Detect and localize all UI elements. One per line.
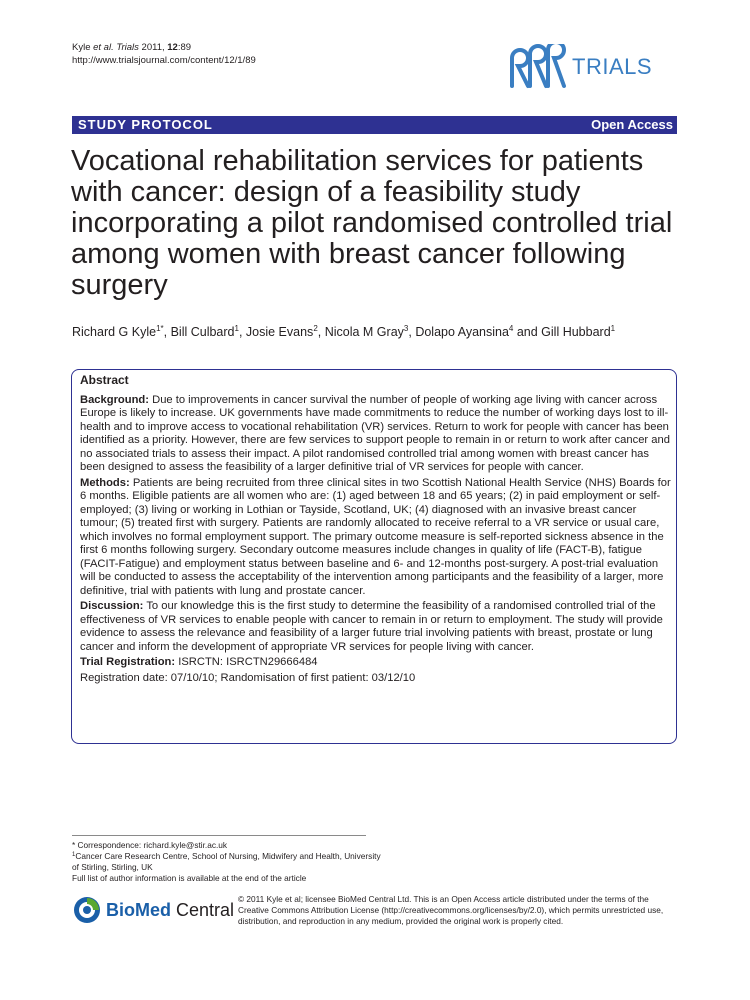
author xyxy=(171,325,246,339)
author-separator: , xyxy=(317,325,325,339)
abstract-background xyxy=(80,394,672,475)
article-type: STUDY PROTOCOL xyxy=(78,117,213,132)
license-statement: © 2011 Kyle et al; licensee BioMed Central Ltd. This is an Open Access article distributed under the terms of the Creative Commons Attribution License (http://creativecommons.org/licenses/by/2.0), which permits unrestricted use, distribution, and reproduction in any medium, provided the original work is properly cited. xyxy=(238,894,664,926)
author xyxy=(325,325,416,339)
methods-label: Methods: xyxy=(80,476,130,489)
author-list xyxy=(72,324,682,340)
author-name: Nicola M Gray xyxy=(324,325,404,339)
author-name: Josie Evans xyxy=(245,325,314,339)
citation-authors: Kyle xyxy=(72,42,94,53)
registration-text: ISRCTN: ISRCTN29666484 xyxy=(175,656,318,668)
author-affiliation-sup: 1 xyxy=(610,324,616,333)
trials-logo-icon xyxy=(506,44,570,90)
author-separator: , xyxy=(408,325,416,339)
discussion-text: To our knowledge this is the first study to determine the feasibility of a randomised controlled trial of the effectiveness of VR services to enable people with cancer to remain in or return to employment. The study will provide evidence to assess the relevance and feasibility of a larger future trial involving patients with breast, prostate or lung cancer and inform the development of appropriate VR services for people living with cancer. xyxy=(80,600,663,653)
trials-logo xyxy=(506,44,676,90)
author-name: Dolapo Ayansina xyxy=(415,325,509,339)
open-access-label: Open Access xyxy=(591,117,673,132)
biomed-central-logo xyxy=(72,894,235,926)
citation-year: 2011, xyxy=(138,42,168,53)
author xyxy=(246,325,325,339)
biomed-central-wordmark xyxy=(106,900,234,921)
registration-label: Trial Registration: xyxy=(80,656,176,668)
methods-text: Patients are being recruited from three clinical sites in two Scottish National Health Service (NHS) Boards for 6 months. Eligible patients are all women who are: (1) aged between 18 and 65 years; (2) in paid employment or self-employed; (3) living or working in Lothian or Tayside, Scotland, UK; (4) diagnosed with an invasive breast cancer tumour; (5) treated first with surgery. Patients are randomly allocated to receive referral to a VR service or usual care, which involves no formal employment support. The primary outcome measure is self-reported sickness absence in the first 6 months following surgery. Secondary outcome measures include changes in quality of life (FACT-B), fatigue (FACIT-Fatigue) and employment status between baseline and 6- and 12-months post-surgery. A post-trial evaluation will be conducted to assess the acceptability of the intervention among participants and the feasibility of a larger, more definitive, trial with patients with lung and prostate cancer. xyxy=(80,476,671,597)
background-text: Due to improvements in cancer survival the number of people of working age living with cancer across Europe is likely to increase. UK governments have made commitments to reduce the number of working days lost to ill-health and to improve access to vocational rehabilitation (VR) services. Return to work for people with cancer has been identified as a priority. However, there are few services to support people to remain in or return to work after cancer and no associated trials to assess their impact. A pilot randomised controlled trial among women with breast cancer has been designed to assess the feasibility of a larger definitive trial of VR services for people with cancer. xyxy=(80,393,670,473)
footnote-divider xyxy=(72,835,366,836)
author xyxy=(72,325,171,339)
author-affiliation-sup: 3 xyxy=(403,324,409,333)
citation-url[interactable]: http://www.trialsjournal.com/content/12/1/89 xyxy=(72,55,256,66)
author-affiliation-sup: 1* xyxy=(156,324,164,333)
author xyxy=(415,325,541,339)
wordmark-bio: Bio xyxy=(106,900,135,920)
footnotes xyxy=(72,840,382,884)
affiliation-text: Cancer Care Research Centre, School of Nursing, Midwifery and Health, University of Stirling, Stirling, UK xyxy=(72,851,381,872)
abstract-methods xyxy=(80,477,672,599)
author xyxy=(541,325,615,339)
citation-volume: 12 xyxy=(167,42,178,53)
article-type-banner xyxy=(72,116,677,134)
author-separator: , xyxy=(163,325,171,339)
background-label: Background: xyxy=(80,393,149,406)
abstract-registration-dates: Registration date: 07/10/10; Randomisation of first patient: 03/12/10 xyxy=(80,671,416,684)
author-name: Bill Culbard xyxy=(170,325,235,339)
citation-line xyxy=(72,41,256,54)
citation-article: :89 xyxy=(177,42,192,53)
author-affiliation-sup: 1 xyxy=(234,324,239,333)
trials-logo-text: TRIALS xyxy=(572,54,653,79)
author-affiliation-sup: 2 xyxy=(313,324,318,333)
author-affiliation-sup: 4 xyxy=(508,324,514,333)
citation-journal: Trials xyxy=(116,42,139,53)
discussion-label: Discussion: xyxy=(80,600,144,612)
article-title: Vocational rehabilitation services for patients with cancer: design of a feasibility study incorporating a pilot randomised controlled trial among women with breast cancer following surgery xyxy=(71,145,673,301)
abstract-box xyxy=(71,369,677,744)
author-name: Richard G Kyle xyxy=(72,325,157,339)
citation-etal: et al. xyxy=(93,42,114,53)
biomed-central-logo-icon xyxy=(72,895,102,925)
abstract-heading: Abstract xyxy=(80,373,129,387)
wordmark-central: Central xyxy=(171,900,235,920)
correspondence-note: * Correspondence: richard.kyle@stir.ac.uk xyxy=(72,840,228,850)
author-separator: and xyxy=(513,325,542,339)
abstract-content xyxy=(80,374,672,687)
author-name: Gill Hubbard xyxy=(541,325,611,339)
wordmark-med: Med xyxy=(135,900,171,920)
abstract-discussion xyxy=(80,600,672,654)
citation-header xyxy=(72,41,256,67)
author-separator: , xyxy=(238,325,246,339)
abstract-registration xyxy=(80,656,672,670)
affiliation-note xyxy=(72,851,382,873)
affiliation-sup: 1 xyxy=(72,852,76,858)
author-info-note: Full list of author information is available at the end of the article xyxy=(72,873,307,883)
